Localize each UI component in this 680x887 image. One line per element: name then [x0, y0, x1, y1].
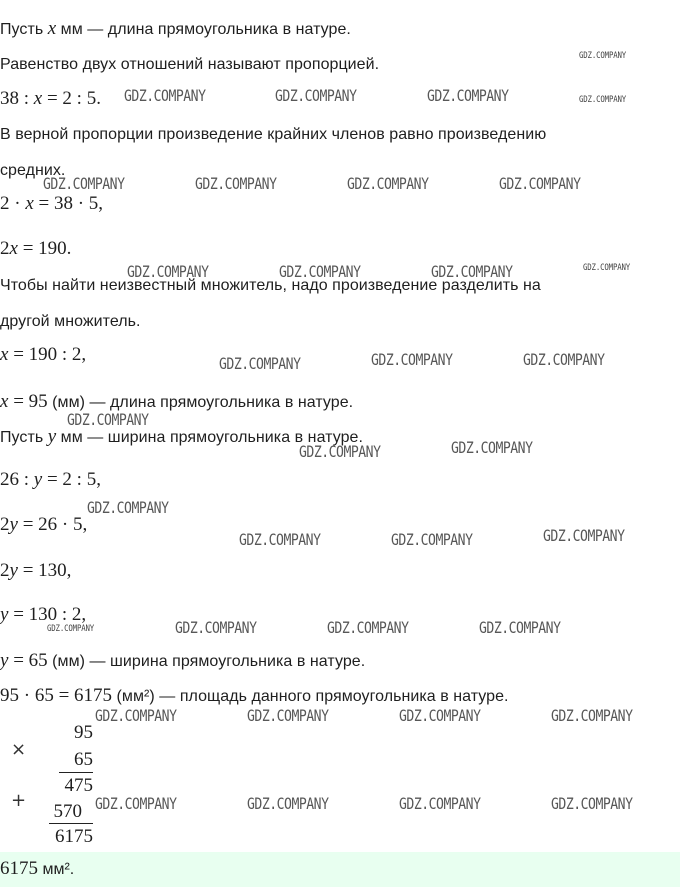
solution-line-6	[0, 193, 103, 216]
watermark: GDZ.COMPANY	[551, 794, 633, 813]
math-expression: 2	[0, 514, 10, 535]
text: (мм) — длина прямоугольника в натуре.	[47, 394, 354, 411]
solution-line-1	[0, 18, 351, 41]
watermark: GDZ.COMPANY	[479, 618, 561, 637]
math-expression: 2 ·	[0, 193, 26, 214]
watermark: GDZ.COMPANY	[371, 350, 453, 369]
math-variable: x	[47, 18, 57, 39]
math-variable: x	[0, 344, 9, 365]
answer-line	[0, 858, 74, 881]
math-variable: y	[0, 650, 9, 671]
math-expression: = 65	[8, 650, 48, 671]
math-variable: x	[9, 238, 18, 259]
column-multiplication	[0, 722, 120, 852]
math-expression: = 130,	[17, 560, 72, 581]
math-expression: 2	[0, 560, 10, 581]
solution-line-11	[0, 391, 353, 414]
solution-line-17	[0, 650, 365, 673]
solution-line-4	[0, 124, 546, 146]
partial-product-1: 475	[64, 775, 93, 796]
watermark: GDZ.COMPANY	[399, 794, 481, 813]
watermark: GDZ.COMPANY	[67, 410, 149, 429]
text: другой множитель.	[0, 313, 141, 330]
solution-line-10	[0, 344, 86, 367]
watermark: GDZ.COMPANY	[127, 262, 209, 281]
watermark: GDZ.COMPANY	[327, 618, 409, 637]
solution-line-9	[0, 311, 141, 333]
watermark: GDZ.COMPANY	[347, 174, 429, 193]
math-expression: = 2 : 5.	[42, 88, 101, 109]
watermark: GDZ.COMPANY	[124, 86, 206, 105]
watermark: GDZ.COMPANY	[239, 530, 321, 549]
watermark: GDZ.COMPANY	[499, 174, 581, 193]
watermark: GDZ.COMPANY	[43, 174, 125, 193]
watermark: GDZ.COMPANY	[523, 350, 605, 369]
watermark: GDZ.COMPANY	[247, 706, 329, 725]
math-expression: 38 :	[0, 88, 34, 109]
math-expression: = 190 : 2,	[8, 344, 87, 365]
text: мм — ширина прямоугольника в натуре.	[56, 429, 363, 446]
addition-sign: +	[11, 790, 27, 811]
math-expression: = 26 · 5,	[17, 514, 88, 535]
math-expression: = 95	[8, 391, 48, 412]
watermark: GDZ.COMPANY	[543, 526, 625, 545]
math-variable: x	[0, 391, 9, 412]
text: Пусть	[0, 21, 48, 38]
watermark: GDZ.COMPANY	[219, 354, 301, 373]
watermark: GDZ.COMPANY	[399, 706, 481, 725]
solution-line-7	[0, 238, 71, 261]
math-expression: 26 :	[0, 469, 34, 490]
watermark: GDZ.COMPANY	[551, 706, 633, 725]
multiplication-sign: ×	[11, 739, 27, 760]
product: 6175	[55, 826, 93, 847]
math-variable: x	[33, 88, 43, 109]
partial-product-2: 570	[53, 801, 82, 822]
answer-highlight	[0, 852, 680, 887]
watermark: GDZ.COMPANY	[579, 51, 627, 61]
watermark: GDZ.COMPANY	[579, 95, 627, 105]
watermark: GDZ.COMPANY	[47, 624, 95, 634]
watermark: GDZ.COMPANY	[247, 794, 329, 813]
watermark: GDZ.COMPANY	[431, 262, 513, 281]
math-variable: y	[9, 514, 18, 535]
text: Чтобы найти неизвестный множитель, надо произведение разделить на	[0, 277, 541, 294]
multiplier: 65	[74, 749, 93, 770]
watermark: GDZ.COMPANY	[195, 174, 277, 193]
watermark: GDZ.COMPANY	[583, 263, 631, 273]
answer-unit: мм².	[38, 861, 75, 878]
math-expression: = 190.	[17, 238, 72, 259]
text: В верной пропорции произведение крайних членов равно произведению	[0, 126, 547, 143]
watermark: GDZ.COMPANY	[279, 262, 361, 281]
math-expression: = 130 : 2,	[8, 604, 87, 625]
watermark: GDZ.COMPANY	[87, 498, 169, 517]
answer-value: 6175	[0, 858, 38, 879]
math-expression: 2	[0, 238, 10, 259]
watermark: GDZ.COMPANY	[95, 706, 177, 725]
watermark: GDZ.COMPANY	[175, 618, 257, 637]
math-variable: x	[25, 193, 34, 214]
math-expression: 95 · 65 = 6175	[0, 685, 113, 706]
solution-line-15	[0, 560, 71, 583]
solution-line-14	[0, 514, 87, 537]
math-variable: y	[0, 604, 9, 625]
math-variable: y	[33, 469, 43, 490]
watermark: GDZ.COMPANY	[95, 794, 177, 813]
solution-line-18	[0, 685, 509, 708]
watermark: GDZ.COMPANY	[275, 86, 357, 105]
math-expression: = 2 : 5,	[42, 469, 101, 490]
text: мм — длина прямоугольника в натуре.	[56, 21, 351, 38]
watermark: GDZ.COMPANY	[451, 438, 533, 457]
watermark: GDZ.COMPANY	[427, 86, 509, 105]
math-variable: y	[47, 426, 57, 447]
math-expression: = 38 · 5,	[33, 193, 104, 214]
text: (мм²) — площадь данного прямоугольника в натуре.	[112, 688, 509, 705]
text: Пусть	[0, 429, 48, 446]
calc-rule-2	[49, 823, 93, 824]
solution-line-3	[0, 88, 101, 111]
solution-line-2	[0, 54, 379, 76]
text: (мм) — ширина прямоугольника в натуре.	[47, 653, 366, 670]
text: Равенство двух отношений называют пропорцией.	[0, 56, 380, 73]
calc-rule-1	[59, 772, 93, 773]
math-variable: y	[9, 560, 18, 581]
watermark: GDZ.COMPANY	[299, 442, 381, 461]
watermark: GDZ.COMPANY	[391, 530, 473, 549]
multiplicand: 95	[74, 722, 93, 743]
text: средних.	[0, 162, 66, 179]
solution-line-13	[0, 469, 101, 492]
